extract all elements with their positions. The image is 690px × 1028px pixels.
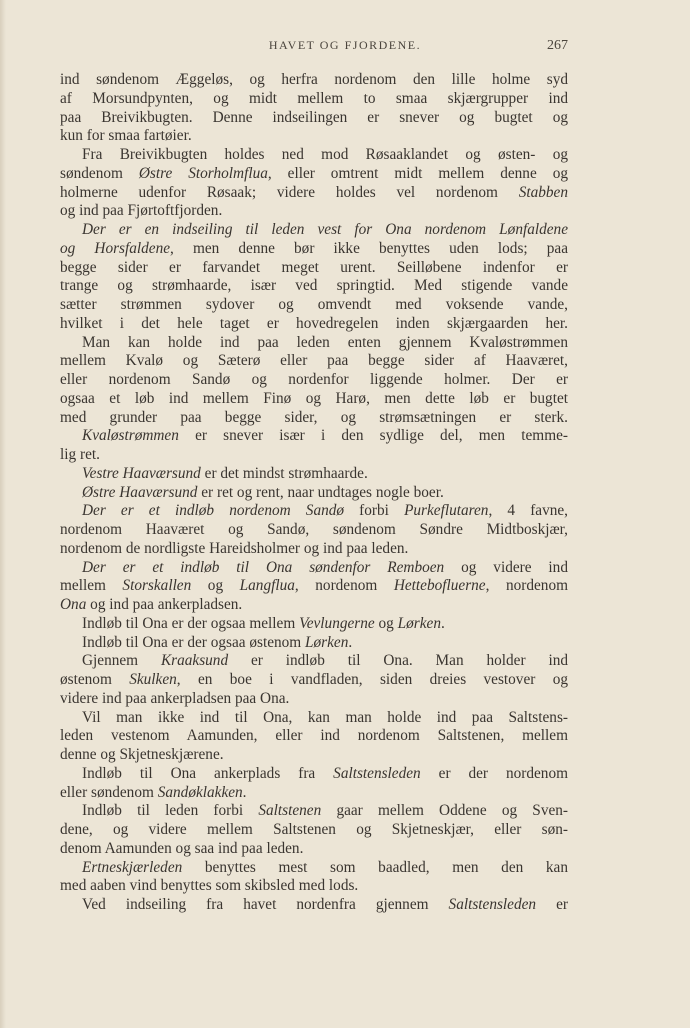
italic-place-name: Ertneskjærleden <box>82 858 183 876</box>
text-line <box>60 577 568 596</box>
text-line <box>60 146 568 165</box>
text-run: Indløb til leden forbi <box>82 802 259 820</box>
text-line <box>60 746 568 765</box>
text-line <box>60 559 568 578</box>
italic-place-name: Sandøklakken <box>157 783 243 801</box>
text-run: denne og Skjetneskjærene. <box>60 746 224 763</box>
text-run: Man kan holde ind paa leden enten gjennem Kvaløstrømmen <box>82 333 568 351</box>
text-line <box>60 840 568 859</box>
text-run: kun for smaa fartøier. <box>60 127 192 145</box>
text-run: er der nordenom <box>420 764 568 782</box>
text-run: hvilket i det hele taget er hovedregelen inden skjærgaarden her. <box>60 314 568 332</box>
text-run: dene, og videre mellem Saltstenen og Skjetneskjær, eller søn- <box>60 821 568 838</box>
italic-place-name: Hettebofluerne <box>393 577 486 595</box>
text-run: , nordenom <box>294 577 394 595</box>
text-line <box>60 502 568 521</box>
text-line <box>60 315 568 334</box>
italic-place-name: Ona <box>60 596 87 613</box>
text-run: . <box>348 633 353 651</box>
text-run: eller søndenom <box>60 783 158 801</box>
text-line <box>60 240 568 259</box>
text-run: , 4 favne, <box>488 502 568 520</box>
text-run: . <box>242 783 247 801</box>
text-run: og <box>374 614 398 632</box>
text-line <box>60 465 568 484</box>
text-run: af Morsundpynten, og midt mellem to smaa skjærgrupper ind <box>60 89 568 107</box>
text-run: holmerne udenfor Røsaak; videre holdes vel nordenom <box>60 183 519 201</box>
page-number: 267 <box>547 38 568 53</box>
text-line <box>60 896 568 915</box>
italic-place-name: Skulken <box>129 671 177 688</box>
text-line <box>60 71 568 90</box>
text-run: , eller omtrent midt mellem denne og <box>267 164 568 182</box>
italic-place-name: Vevlungerne <box>299 614 375 632</box>
page-edge <box>0 0 6 1028</box>
text-run: Ved indseiling fra havet nordenfra gjennem <box>82 896 449 913</box>
text-line <box>60 652 568 671</box>
text-run: er indløb til Ona. Man holder ind <box>228 652 568 670</box>
text-run: denom Aamunden og saa ind paa leden. <box>60 839 304 857</box>
text-run: mellem Kvalø og Sæterø eller paa begge sider af Haaværet, <box>60 352 568 370</box>
text-run: er det mindst strømhaarde. <box>200 464 368 482</box>
text-run: søndenom <box>60 164 139 182</box>
text-line <box>60 184 568 203</box>
text-run: gaar mellem Oddene og Sven- <box>321 802 568 820</box>
running-head: HAVET OG FJORDENE. <box>268 38 422 52</box>
text-run: og ind paa ankerpladsen. <box>86 596 243 613</box>
text-line <box>60 427 568 446</box>
italic-place-name: Kraaksund <box>160 652 229 670</box>
text-line <box>60 446 568 465</box>
italic-place-name: Stabben <box>518 183 568 201</box>
text-run: østenom <box>60 671 130 688</box>
text-run: og <box>191 577 240 595</box>
text-run: . <box>440 614 445 632</box>
text-line <box>60 596 568 615</box>
text-run: er snever især i den sydlige del, men temme- <box>178 427 568 445</box>
text-run: videre ind paa ankerpladsen paa Ona. <box>60 689 290 707</box>
text-run: benyttes mest som baadled, men den kan <box>182 858 568 876</box>
text-run: og videre ind <box>444 558 568 576</box>
text-run: nordenom de nordligste Hareidsholmer og ind paa leden. <box>60 539 409 557</box>
italic-place-name: Vestre Haaværsund <box>82 464 201 482</box>
text-run: ind søndenom Æggeløs, og herfra nordenom den lille holme syd <box>60 71 568 88</box>
page-header <box>0 38 690 56</box>
text-run: er <box>536 896 568 913</box>
text-run: Indløb til Ona er der ogsaa mellem <box>82 614 300 632</box>
text-run: er ret og rent, naar undtages nogle boer. <box>197 483 444 501</box>
text-run: ogsaa et løb ind mellem Finø og Harø, men dette løb er bugtet <box>60 389 568 407</box>
italic-place-name: Der er en indseiling til leden vest for Ona nordenom Lønfaldene <box>82 221 568 238</box>
text-run: , men denne bør ikke benyttes uden lods; paa <box>170 239 568 257</box>
text-run: nordenom Haaværet og Sandø, søndenom Søndre Midtboskjær, <box>60 521 568 538</box>
text-run: og ind paa Fjørtoftfjorden. <box>60 202 223 220</box>
text-line <box>60 784 568 803</box>
text-line <box>60 334 568 353</box>
text-line <box>60 634 568 653</box>
italic-place-name: Lørken <box>397 614 441 632</box>
text-run: paa Breivikbugten. Denne indseilingen er snever og bugtet og <box>60 108 568 126</box>
text-line <box>60 409 568 428</box>
text-line <box>60 109 568 128</box>
text-line <box>60 484 568 503</box>
text-run: leden vestenom Aamunden, eller ind nordenom Saltstenen, mellem <box>60 727 568 745</box>
text-run: med aaben vind benyttes som skibsled med lods. <box>60 877 359 895</box>
text-run: Fra Breivikbugten holdes ned mod Røsaaklandet og østen- og <box>82 146 568 163</box>
italic-place-name: Saltstenen <box>258 802 322 820</box>
text-line <box>60 90 568 109</box>
text-run: , en boe i vandfladen, siden dreies vestover og <box>176 671 568 688</box>
text-line <box>60 802 568 821</box>
text-line <box>60 765 568 784</box>
text-line <box>60 221 568 240</box>
italic-place-name: Saltstensleden <box>333 764 421 782</box>
text-line <box>60 165 568 184</box>
text-line <box>60 202 568 221</box>
text-line <box>60 615 568 634</box>
text-line <box>60 821 568 840</box>
text-line <box>60 390 568 409</box>
text-run: mellem <box>60 577 123 595</box>
text-line <box>60 277 568 296</box>
text-run: trange og strømhaarde, især ved springtid. Med stigende vande <box>60 277 568 295</box>
text-run: med grunder paa begge sider, og strømsætningen er sterk. <box>60 408 568 426</box>
italic-place-name: Østre Storholmflua <box>138 164 268 182</box>
text-run: eller nordenom Sandø og nordenfor liggende holmer. Der er <box>60 371 568 388</box>
text-run: Gjennem <box>82 652 161 670</box>
italic-place-name: Saltstensleden <box>448 896 537 913</box>
italic-place-name: Der er et indløb til Ona søndenfor Remboen <box>82 558 445 576</box>
italic-place-name: Østre Haaværsund <box>82 483 198 501</box>
text-line <box>60 371 568 390</box>
text-line <box>60 690 568 709</box>
text-line <box>60 259 568 278</box>
text-line <box>60 352 568 371</box>
text-run: lig ret. <box>60 446 100 463</box>
text-run: forbi <box>344 502 405 520</box>
text-line <box>60 877 568 896</box>
text-line <box>60 296 568 315</box>
text-run: , nordenom <box>485 577 568 595</box>
italic-place-name: Purkeflutaren <box>404 502 489 520</box>
italic-place-name: Lørken <box>305 633 349 651</box>
text-line <box>60 709 568 728</box>
italic-place-name: Kvaløstrømmen <box>82 427 179 445</box>
text-run: begge sider er farvandet meget urent. Seilløbene indenfor er <box>60 258 568 276</box>
text-line <box>60 521 568 540</box>
text-run: sætter strømmen sydover og omvendt med voksende vande, <box>60 296 568 313</box>
text-line <box>60 727 568 746</box>
text-line <box>60 127 568 146</box>
text-line <box>60 859 568 878</box>
italic-place-name: Der er et indløb nordenom Sandø <box>82 502 345 520</box>
body-text <box>60 71 568 915</box>
text-run: Indløb til Ona ankerplads fra <box>82 764 334 782</box>
italic-place-name: og Horsfaldene <box>60 239 171 257</box>
italic-place-name: Langflua <box>239 577 295 595</box>
text-run: Indløb til Ona er der ogsaa østenom <box>82 633 306 651</box>
italic-place-name: Storskallen <box>122 577 192 595</box>
text-run: Vil man ikke ind til Ona, kan man holde ind paa Saltstens- <box>82 708 568 726</box>
text-line <box>60 540 568 559</box>
text-line <box>60 671 568 690</box>
